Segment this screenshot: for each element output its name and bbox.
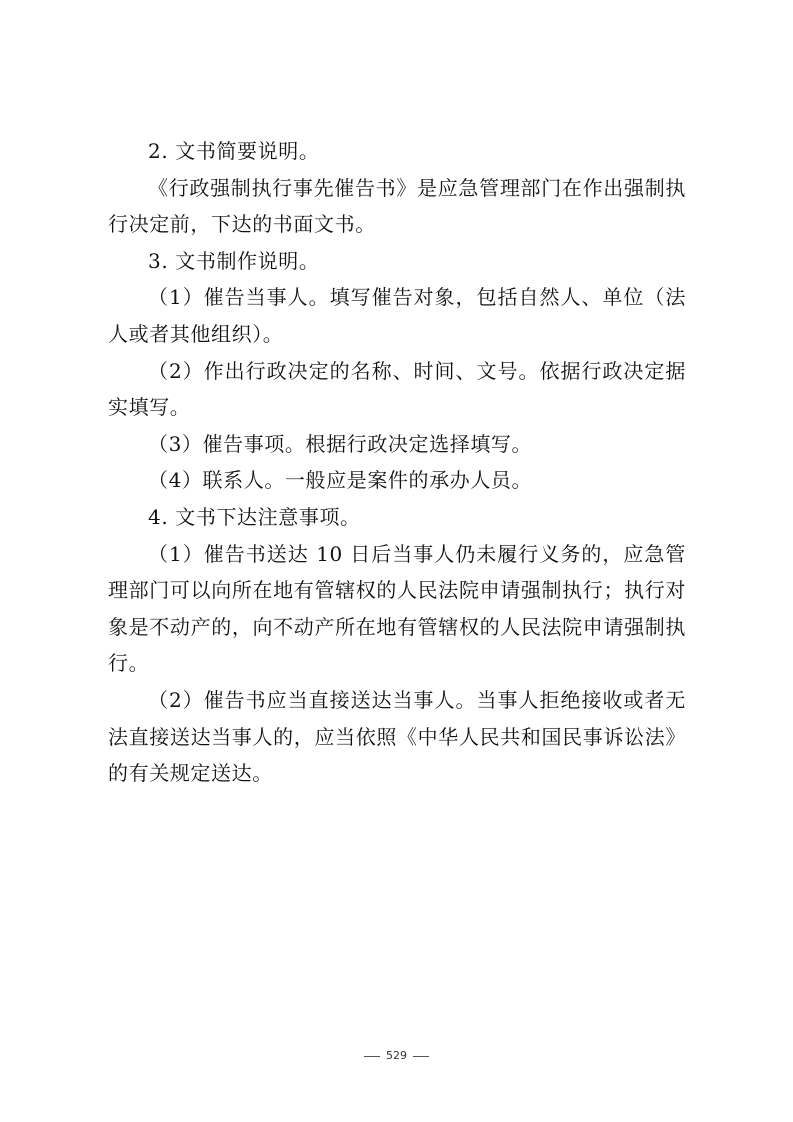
page-number: 529 bbox=[386, 1049, 407, 1062]
footer-dash-left bbox=[364, 1056, 380, 1057]
paragraph-section-4-heading: 4. 文书下达注意事项。 bbox=[148, 504, 361, 529]
paragraph-item-3-4: （4）联系人。一般应是案件的承办人员。 bbox=[148, 468, 533, 493]
page-footer bbox=[0, 1049, 793, 1062]
paragraph-section-3-heading: 3. 文书制作说明。 bbox=[148, 248, 320, 273]
paragraph-item-4-2: （2）催告书应当直接送达当事人。当事人拒绝接收或者无法直接送达当事人的，应当依照《中华人民共和国民事诉讼法》的有关规定送达。 bbox=[108, 687, 686, 786]
paragraph-item-4-1: （1）催告书送达 10 日后当事人仍未履行义务的，应急管理部门可以向所在地有管辖权的人民法院申请强制执行；执行对象是不动产的，向不动产所在地有管辖权的人民法院申请强制执行。 bbox=[108, 541, 686, 676]
paragraph-item-3-3: （3）催告事项。根据行政决定选择填写。 bbox=[148, 431, 533, 456]
document-body bbox=[108, 133, 686, 792]
paragraph-item-3-1: （1）催告当事人。填写催告对象，包括自然人、单位（法人或者其他组织）。 bbox=[108, 285, 686, 346]
paragraph-section-2-body: 《行政强制执行事先催告书》是应急管理部门在作出强制执行决定前，下达的书面文书。 bbox=[108, 175, 686, 237]
footer-dash-right bbox=[413, 1056, 429, 1057]
paragraph-section-2-heading: 2. 文书简要说明。 bbox=[148, 139, 320, 163]
paragraph-item-3-2: （2）作出行政决定的名称、时间、文号。依据行政决定据实填写。 bbox=[108, 358, 686, 420]
